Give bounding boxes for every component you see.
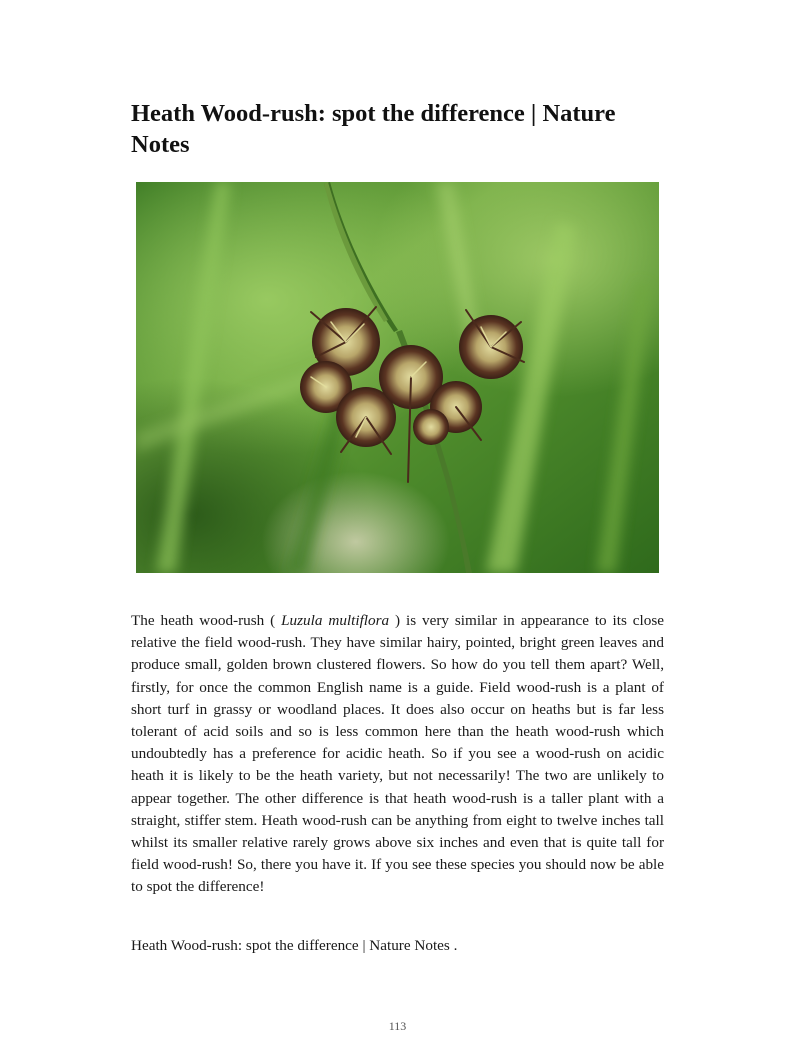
paragraph-rest: ) is very similar in appearance to its close relative the field wood-rush. They have similar hairy, pointed, bright green leaves and produce small, golden brown clustered flowers. So how do you tell them apart? Well, firstly, for once the common English name is a guide. Field wood-rush is a plant of short turf in grassy or woodland places. It does also occur on heaths but is far less tolerant of acid soils and so is less common here than the heath wood-rush which undoubtedly has a preference for acidic heath. So if you see a wood-rush on acidic heath it is likely to be the heath variety, but not necessarily! The two are unlikely to appear together. The other difference is that heath wood-rush is a taller plant with a straight, stiffer stem. Heath wood-rush can be anything from eight to twelve inches tall whilst its smaller relative rarely grows above six inches and even that is quite tall for field wood-rush! So, there you have it. If you see these species you should now be able to spot the difference! — [131, 612, 664, 896]
source-link[interactable]: Heath Wood-rush: spot the difference | Nature Notes . — [131, 937, 458, 954]
flower-photo-icon — [136, 182, 659, 573]
page-title: Heath Wood-rush: spot the difference | Nature Notes — [131, 100, 616, 158]
species-name: Luzula multiflora — [281, 612, 390, 629]
body-paragraph — [131, 610, 664, 899]
paragraph-intro: The heath wood-rush ( — [131, 612, 282, 629]
flower-photo — [136, 182, 659, 573]
page-number: 113 — [388, 1019, 407, 1033]
